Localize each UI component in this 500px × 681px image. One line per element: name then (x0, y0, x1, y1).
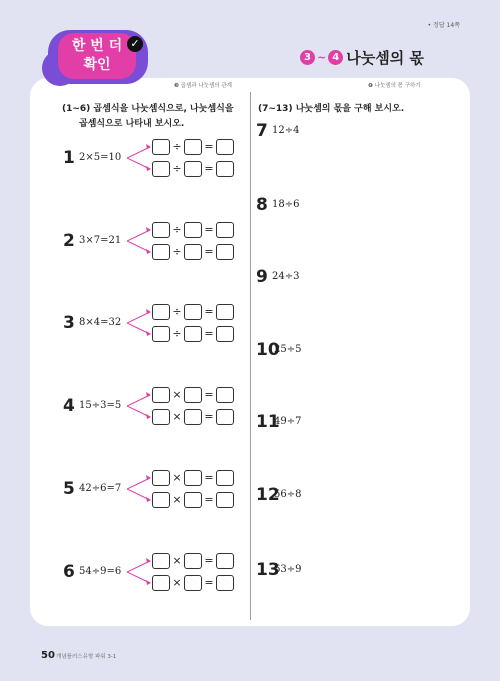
left-instruction-line2: 곱셈식으로 나타내 보시오. (79, 119, 185, 129)
question-expression: 18÷6 (272, 199, 300, 210)
equals-sign: = (204, 140, 214, 153)
operator-sign: × (172, 388, 182, 401)
operator-sign: × (172, 554, 182, 567)
answer-box[interactable] (152, 222, 170, 238)
equals-sign: = (204, 493, 214, 506)
answer-box[interactable] (216, 139, 234, 155)
operator-sign: × (172, 471, 182, 484)
answer-box[interactable] (152, 553, 170, 569)
answer-box[interactable] (152, 326, 170, 342)
answer-box[interactable] (216, 387, 234, 403)
question-number: 7 (256, 121, 268, 141)
operator-sign: ÷ (172, 223, 182, 236)
answer-box[interactable] (184, 492, 202, 508)
answer-box[interactable] (216, 492, 234, 508)
title-number-start: 3 (300, 50, 315, 65)
check-icon: ✓ (127, 36, 143, 52)
question-expression: 24÷3 (272, 271, 300, 282)
operator-sign: × (172, 410, 182, 423)
equals-sign: = (204, 305, 214, 318)
question-number: 5 (63, 479, 75, 499)
answer-box[interactable] (216, 575, 234, 591)
equals-sign: = (204, 162, 214, 175)
question-expression: 15÷3=5 (79, 400, 122, 411)
operator-sign: × (172, 493, 182, 506)
equals-sign: = (204, 554, 214, 567)
answer-box[interactable] (184, 387, 202, 403)
equals-sign: = (204, 471, 214, 484)
review-badge (58, 33, 136, 79)
question-number: 10 (256, 340, 280, 360)
operator-sign: × (172, 576, 182, 589)
operator-sign: ÷ (172, 327, 182, 340)
question-number: 4 (63, 396, 75, 416)
question-number: 12 (256, 485, 280, 505)
answer-box[interactable] (184, 326, 202, 342)
question-number: 11 (256, 412, 280, 432)
answer-box[interactable] (152, 470, 170, 486)
question-expression: 42÷6=7 (79, 483, 122, 494)
question-expression: 8×4=32 (79, 317, 122, 328)
answer-box[interactable] (152, 492, 170, 508)
page-number: 50 (41, 650, 55, 661)
equals-sign: = (204, 245, 214, 258)
answer-box[interactable] (152, 409, 170, 425)
answer-box[interactable] (216, 244, 234, 260)
answer-box[interactable] (184, 304, 202, 320)
equals-sign: = (204, 388, 214, 401)
answer-box[interactable] (216, 470, 234, 486)
question-number: 13 (256, 560, 280, 580)
title-number-end: 4 (328, 50, 343, 65)
question-expression: 49÷7 (274, 416, 302, 427)
question-number: 1 (63, 148, 75, 168)
equals-sign: = (204, 576, 214, 589)
answer-box[interactable] (184, 161, 202, 177)
book-title: 개념플러스유형 파워 3-1 (56, 654, 117, 660)
column-divider (250, 92, 251, 620)
question-expression: 3×7=21 (79, 235, 122, 246)
right-instruction: (7~13) 나눗셈의 몫을 구해 보시오. (258, 104, 405, 114)
question-number: 3 (63, 313, 75, 333)
badge-line2: 확인 (83, 57, 111, 73)
question-expression: 56÷8 (274, 489, 302, 500)
question-number: 9 (256, 267, 268, 287)
question-expression: 25÷5 (274, 344, 302, 355)
question-expression: 54÷9=6 (79, 566, 122, 577)
question-number: 8 (256, 195, 268, 215)
answer-box[interactable] (216, 161, 234, 177)
answer-box[interactable] (216, 553, 234, 569)
title-tilde: ~ (317, 51, 327, 64)
section-title (300, 47, 424, 68)
answer-box[interactable] (152, 139, 170, 155)
answer-box[interactable] (216, 409, 234, 425)
operator-sign: ÷ (172, 140, 182, 153)
answer-box[interactable] (152, 304, 170, 320)
question-expression: 63÷9 (274, 564, 302, 575)
answer-box[interactable] (152, 244, 170, 260)
question-expression: 12÷4 (272, 125, 300, 136)
title-text: 나눗셈의 몫 (346, 49, 424, 67)
equals-sign: = (204, 410, 214, 423)
answer-box[interactable] (216, 222, 234, 238)
operator-sign: ÷ (172, 305, 182, 318)
operator-sign: ÷ (172, 162, 182, 175)
answer-box[interactable] (184, 139, 202, 155)
question-expression: 2×5=10 (79, 152, 122, 163)
answer-box[interactable] (184, 470, 202, 486)
answer-box[interactable] (184, 553, 202, 569)
answer-reference: • 정답 14쪽 (427, 22, 460, 29)
answer-box[interactable] (216, 304, 234, 320)
badge-line1: 한 번 더 (71, 38, 123, 54)
operator-sign: ÷ (172, 245, 182, 258)
right-section-tag: ❹ 나눗셈의 몫 구하기 (368, 83, 421, 89)
answer-box[interactable] (216, 326, 234, 342)
answer-box[interactable] (184, 244, 202, 260)
equals-sign: = (204, 223, 214, 236)
answer-box[interactable] (184, 409, 202, 425)
question-number: 6 (63, 562, 75, 582)
question-number: 2 (63, 231, 75, 251)
equals-sign: = (204, 327, 214, 340)
left-instruction-line1: (1~6) 곱셈식을 나눗셈식으로, 나눗셈식을 (62, 104, 234, 114)
answer-box[interactable] (152, 387, 170, 403)
answer-box[interactable] (152, 161, 170, 177)
left-section-tag: ❸ 곱셈과 나눗셈의 관계 (174, 83, 232, 89)
answer-box[interactable] (184, 575, 202, 591)
answer-box[interactable] (152, 575, 170, 591)
answer-box[interactable] (184, 222, 202, 238)
